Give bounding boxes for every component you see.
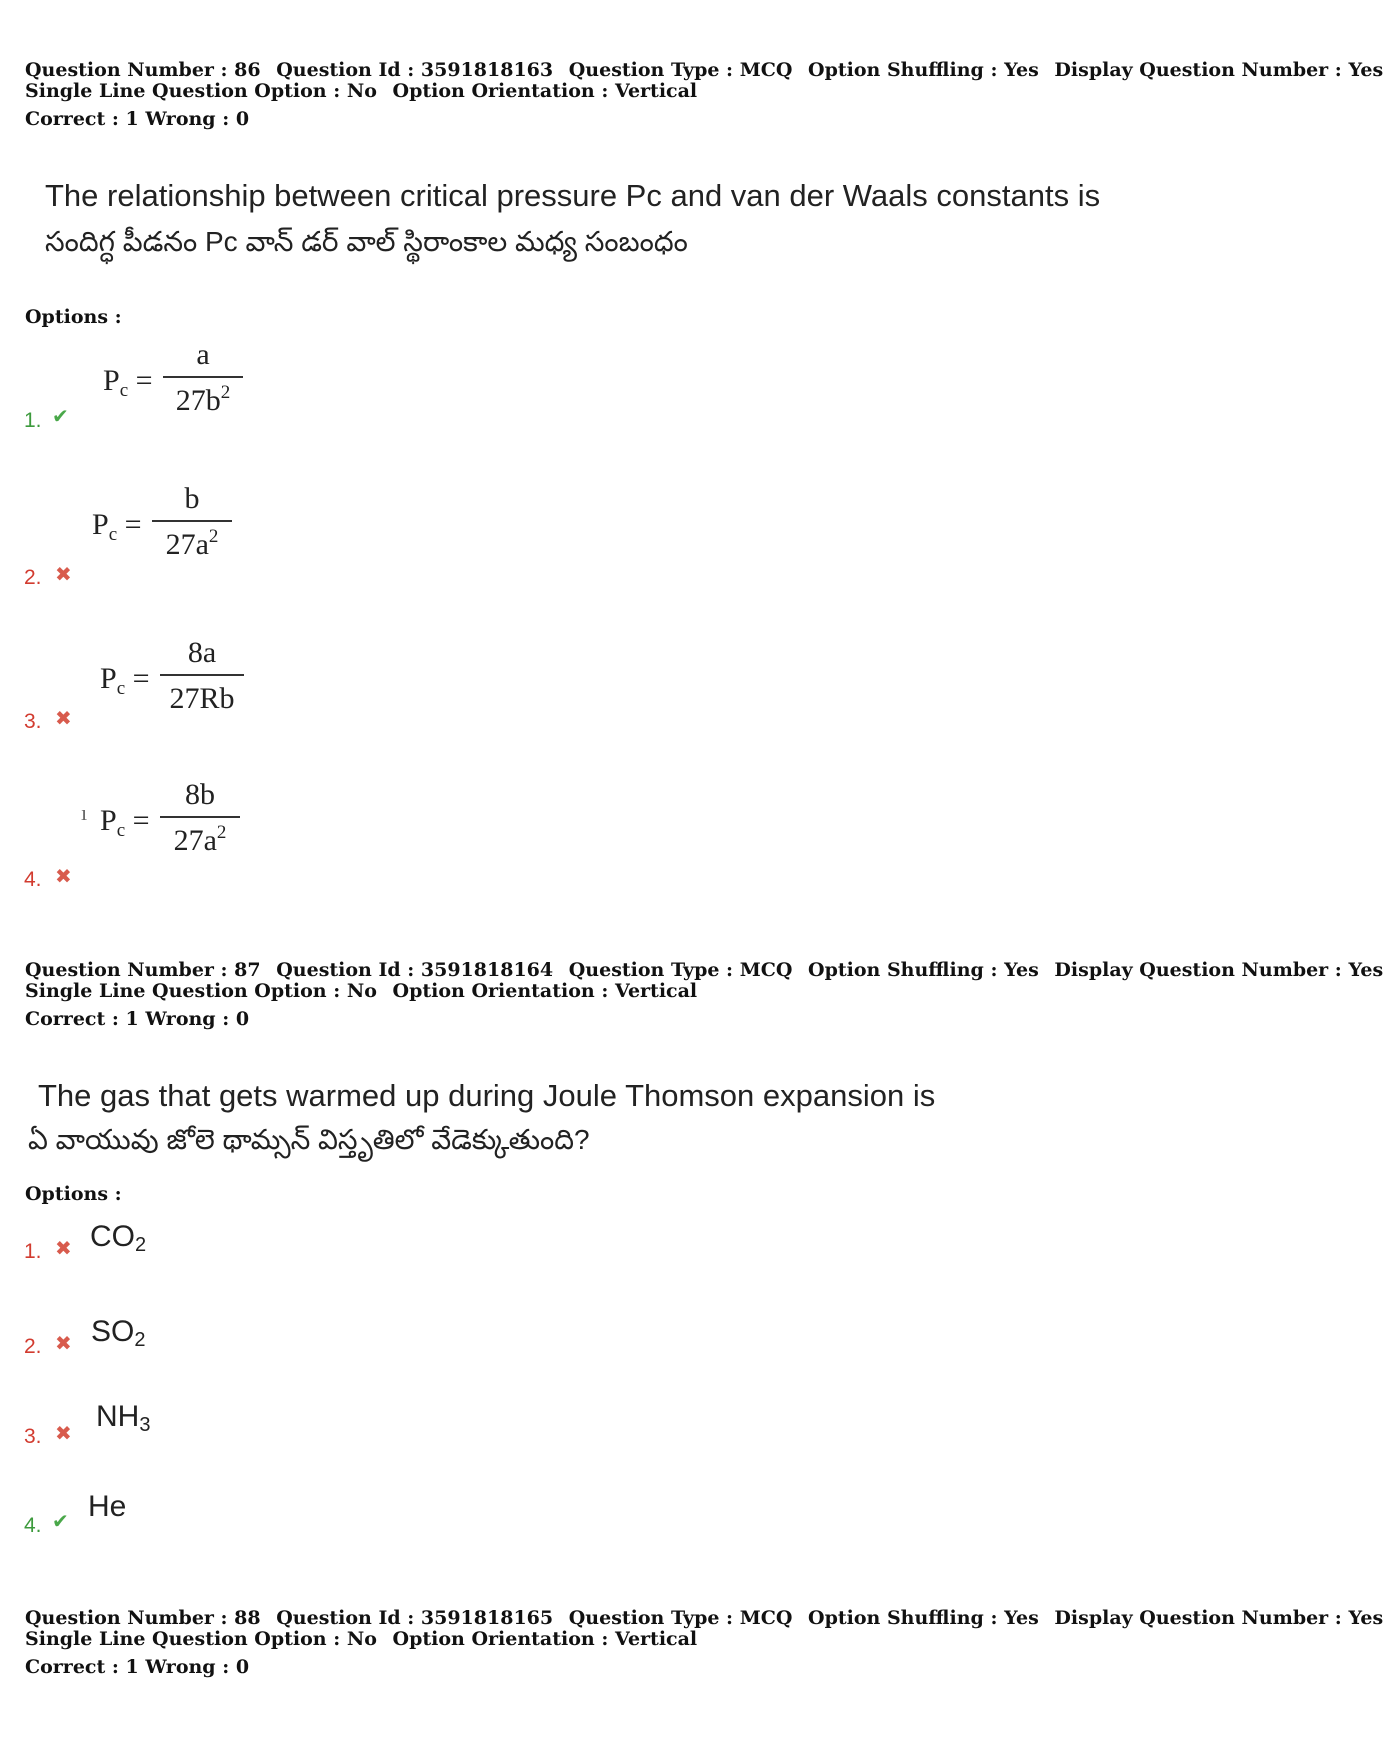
option-chem[interactable] xyxy=(88,1490,126,1527)
display-question-number: Display Question Number : Yes xyxy=(1054,959,1384,981)
formula-lhs: P xyxy=(100,662,117,695)
formula-numerator: 8a xyxy=(187,636,217,669)
option-shuffling: Option Shuffling : Yes xyxy=(808,1607,1039,1629)
option-number: 1. xyxy=(24,1240,42,1263)
formula-eq: = xyxy=(124,508,142,541)
option-number: 3. xyxy=(24,1425,42,1448)
single-line-option: Single Line Question Option : No xyxy=(25,80,377,102)
formula-lhs-sub: c xyxy=(119,380,129,401)
chem-sub: 2 xyxy=(135,1234,147,1256)
fraction-bar xyxy=(160,674,244,676)
option-orientation: Option Orientation : Vertical xyxy=(392,80,698,102)
formula-lhs: P xyxy=(103,364,120,397)
question-text-en: The relationship between critical pressure Pc and van der Waals constants is xyxy=(45,178,1101,213)
stray-mark-icon: ı xyxy=(81,800,88,825)
formula-exponent: 2 xyxy=(208,526,219,547)
wrong-cross-icon: ✖ xyxy=(55,1423,72,1445)
correct-wrong: Correct : 1 Wrong : 0 xyxy=(25,108,250,130)
option-chem[interactable] xyxy=(90,1220,146,1257)
fraction-bar xyxy=(152,520,232,522)
chem-sub: 2 xyxy=(134,1329,146,1351)
option-number: 2. xyxy=(24,566,42,589)
option-formula[interactable] xyxy=(100,636,250,726)
wrong-cross-icon: ✖ xyxy=(55,708,72,730)
formula-denominator: 27a xyxy=(165,528,209,561)
fraction-bar xyxy=(160,816,240,818)
option-formula[interactable] xyxy=(92,482,242,572)
option-shuffling: Option Shuffling : Yes xyxy=(808,59,1039,81)
question-text-en: The gas that gets warmed up during Joule Thomson expansion is xyxy=(38,1078,936,1113)
option-number: 1. xyxy=(24,409,42,432)
formula-lhs: P xyxy=(92,508,109,541)
chem-base: SO xyxy=(91,1315,135,1348)
option-number: 4. xyxy=(24,1514,42,1537)
question-meta-87 xyxy=(25,960,1392,1030)
option-formula[interactable] xyxy=(100,778,250,868)
chem-base: NH xyxy=(96,1400,140,1433)
wrong-cross-icon: ✖ xyxy=(55,1238,72,1260)
formula-denominator: 27b xyxy=(175,384,221,417)
formula-lhs: P xyxy=(100,804,117,837)
single-line-option: Single Line Question Option : No xyxy=(25,980,377,1002)
question-text-te: సందిగ్ధ పీడనం Pc వాన్ డర్ వాల్ స్థిరాంకాల మధ్య సంబంధం xyxy=(45,226,688,257)
formula-numerator: a xyxy=(196,338,210,371)
option-formula[interactable] xyxy=(103,338,253,428)
formula-eq: = xyxy=(132,804,150,837)
question-type: Question Type : MCQ xyxy=(568,959,793,981)
option-number: 4. xyxy=(24,868,42,891)
formula-numerator: 8b xyxy=(185,778,215,811)
question-text-te: ఏ వాయువు జోలె థామ్సన్ విస్తృతిలో వేడెక్కుతుంది? xyxy=(28,1124,590,1155)
option-chem[interactable] xyxy=(96,1400,150,1437)
chem-base: He xyxy=(88,1490,127,1523)
option-number: 2. xyxy=(24,1335,42,1358)
display-question-number: Display Question Number : Yes xyxy=(1054,1607,1384,1629)
question-id: Question Id : 3591818165 xyxy=(276,1607,554,1629)
option-number: 3. xyxy=(24,710,42,733)
wrong-cross-icon: ✖ xyxy=(55,564,72,586)
question-meta-88 xyxy=(25,1608,1392,1678)
formula-numerator: b xyxy=(184,482,200,515)
question-meta-86 xyxy=(25,60,1392,130)
option-chem[interactable] xyxy=(91,1315,145,1352)
correct-wrong: Correct : 1 Wrong : 0 xyxy=(25,1008,250,1030)
option-orientation: Option Orientation : Vertical xyxy=(392,1628,698,1650)
option-orientation: Option Orientation : Vertical xyxy=(392,980,698,1002)
formula-exponent: 2 xyxy=(220,382,231,403)
question-type: Question Type : MCQ xyxy=(568,1607,793,1629)
option-shuffling: Option Shuffling : Yes xyxy=(808,959,1039,981)
question-type: Question Type : MCQ xyxy=(568,59,793,81)
formula-eq: = xyxy=(135,364,153,397)
correct-check-icon: ✔ xyxy=(52,406,69,428)
correct-check-icon: ✔ xyxy=(52,1511,69,1533)
fraction-bar xyxy=(163,376,243,378)
formula-exponent: 2 xyxy=(216,822,227,843)
chem-sub: 3 xyxy=(139,1414,151,1436)
question-number: Question Number : 87 xyxy=(25,959,261,981)
correct-wrong: Correct : 1 Wrong : 0 xyxy=(25,1656,250,1678)
options-label: Options : xyxy=(25,1183,122,1205)
question-number: Question Number : 86 xyxy=(25,59,261,81)
formula-denominator: 27a xyxy=(173,824,217,857)
wrong-cross-icon: ✖ xyxy=(55,866,72,888)
question-id: Question Id : 3591818164 xyxy=(276,959,554,981)
question-number: Question Number : 88 xyxy=(25,1607,261,1629)
display-question-number: Display Question Number : Yes xyxy=(1054,59,1384,81)
options-label: Options : xyxy=(25,306,122,328)
formula-lhs-sub: c xyxy=(108,524,118,545)
formula-lhs-sub: c xyxy=(116,820,126,841)
formula-lhs-sub: c xyxy=(116,678,126,699)
single-line-option: Single Line Question Option : No xyxy=(25,1628,377,1650)
formula-eq: = xyxy=(132,662,150,695)
chem-base: CO xyxy=(90,1220,135,1253)
formula-denominator: 27Rb xyxy=(169,682,235,715)
wrong-cross-icon: ✖ xyxy=(55,1333,72,1355)
question-id: Question Id : 3591818163 xyxy=(276,59,554,81)
